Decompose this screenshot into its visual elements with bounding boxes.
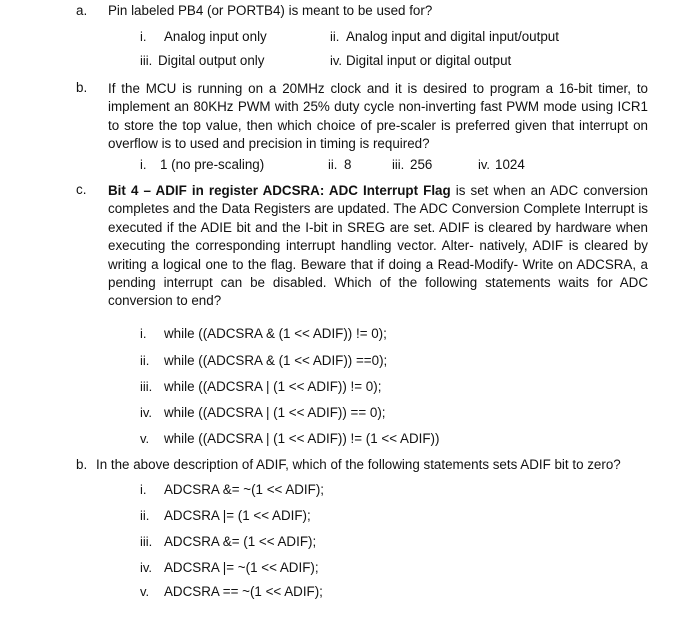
option-text: 1 (no pre-scaling) — [160, 157, 265, 172]
question-c-letter: c. — [76, 182, 87, 197]
question-d-letter: b. — [76, 457, 88, 472]
question-d-text: In the above description of ADIF, which of the following statements sets ADIF bit to zero? — [96, 457, 621, 472]
question-c-text — [108, 182, 648, 311]
option-text: Analog input only — [164, 29, 267, 44]
question-b-letter: b. — [76, 80, 88, 95]
option-text: while ((ADCSRA | (1 << ADIF)) != 0); — [164, 379, 382, 394]
option-text: while ((ADCSRA | (1 << ADIF)) != (1 << ADIF)) — [164, 431, 440, 446]
option-num: ii. — [140, 508, 150, 523]
option-num: i. — [140, 482, 147, 497]
option-text: while ((ADCSRA & (1 << ADIF)) ==0); — [164, 353, 388, 368]
option-text: ADCSRA |= (1 << ADIF); — [164, 508, 311, 523]
option-text: 1024 — [495, 157, 525, 172]
option-num: iv. — [140, 405, 153, 420]
option-text: 256 — [410, 157, 433, 172]
option-num: ii. — [140, 353, 150, 368]
option-num: i. — [140, 29, 147, 44]
option-num: v. — [140, 584, 150, 599]
question-b-text: If the MCU is running on a 20MHz clock and it is desired to program a 16-bit timer, to implement an 80KHz PWM with 25% duty cycle non-inverting fast PWM mode using ICR1 to store the top value, then which choice of pre-scaler is preferred given that interrupt on overflow is to used and precision in timing is required? — [108, 81, 648, 152]
option-num: iv. — [330, 53, 343, 68]
option-text: ADCSRA &= (1 << ADIF); — [164, 534, 317, 549]
option-num: iv. — [140, 560, 153, 575]
option-text: 8 — [344, 157, 352, 172]
option-num: iv. — [478, 157, 491, 172]
question-c-bold-lead: Bit 4 – ADIF in register ADCSRA: ADC Interrupt Flag — [108, 183, 451, 198]
option-text: while ((ADCSRA & (1 << ADIF)) != 0); — [164, 326, 387, 341]
option-num: iii. — [140, 379, 153, 394]
option-num: i. — [140, 157, 147, 172]
option-num: iii. — [392, 157, 405, 172]
option-text: ADCSRA == ~(1 << ADIF); — [164, 584, 323, 599]
option-text: ADCSRA &= ~(1 << ADIF); — [164, 482, 325, 497]
option-text: Digital input or digital output — [346, 53, 512, 68]
option-num: iii. — [140, 534, 153, 549]
option-num: v. — [140, 431, 150, 446]
option-num: i. — [140, 326, 147, 341]
option-text: ADCSRA |= ~(1 << ADIF); — [164, 560, 319, 575]
question-c-body: is set when an ADC conversion completes and the Data Registers are updated. The ADC Conversion Complete Interrupt is executed if the ADIE bit and the I-bit in SREG are set. ADIF is cleared by hardware when executing the corresponding interrupt handling vector. Alter- natively, ADIF is cleared by writing a logical one to the flag. Beware that if doing a Read-Modify- Write on ADCSRA, a pending interrupt can be disabled. Which of the following statements waits for ADC conversion to end? — [108, 183, 648, 309]
question-a-text: Pin labeled PB4 (or PORTB4) is meant to be used for? — [108, 3, 433, 18]
question-a-letter: a. — [76, 3, 88, 18]
option-text: Digital output only — [158, 53, 265, 68]
option-num: iii. — [140, 53, 153, 68]
option-text: Analog input and digital input/output — [346, 29, 559, 44]
option-text: while ((ADCSRA | (1 << ADIF)) == 0); — [164, 405, 386, 420]
option-num: ii. — [330, 29, 340, 44]
option-num: ii. — [328, 157, 338, 172]
